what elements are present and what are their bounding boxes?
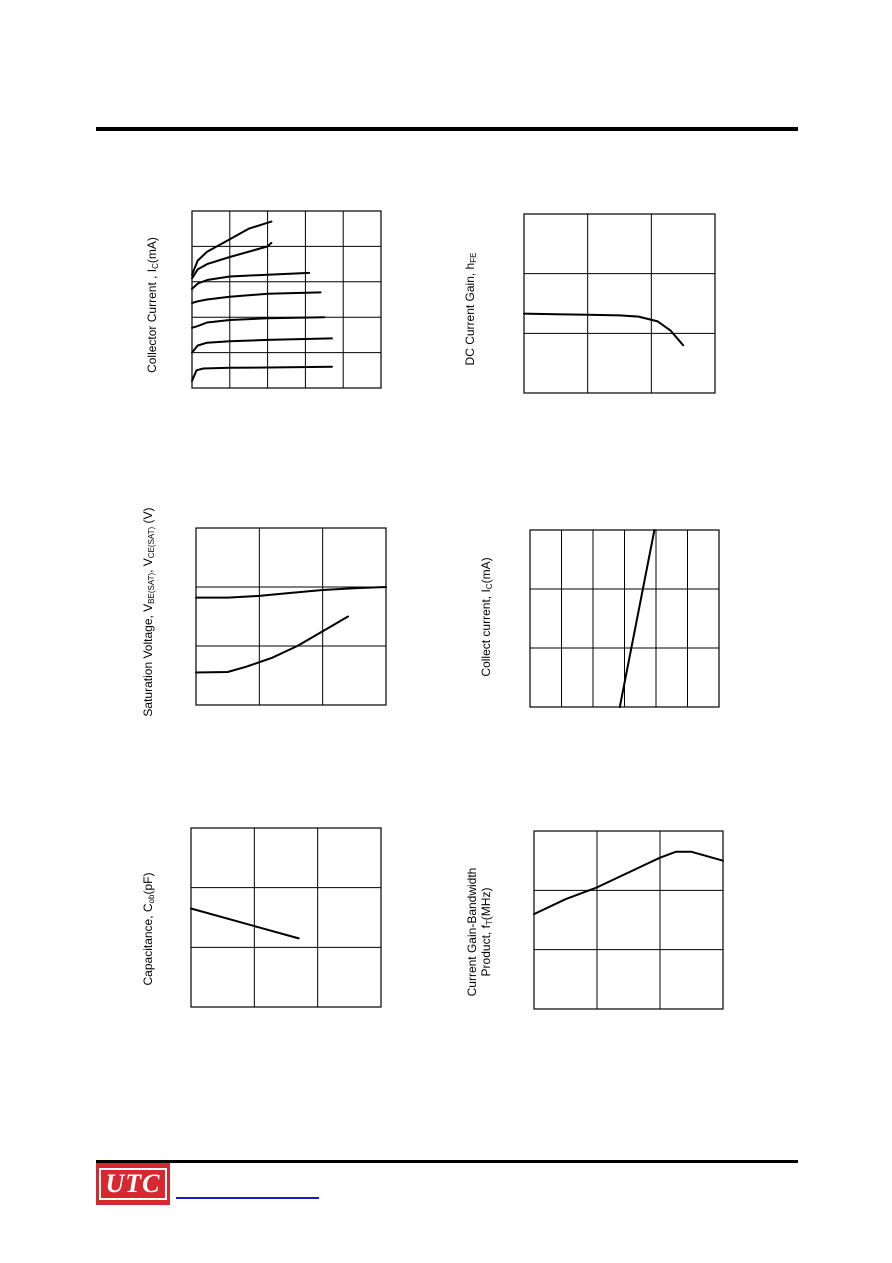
vbe-y-axis-label: Collect current, $I_C(mA)$ (479, 557, 494, 677)
hfe-plot-frame (524, 214, 715, 393)
output-series-4 (192, 292, 321, 303)
ft-y-axis-label: Current Gain-Bandwidth Product, $f_T(MHz)$ (465, 867, 494, 997)
cob-series-1 (191, 909, 299, 939)
output-series-1 (192, 367, 332, 381)
output-series-3 (192, 317, 324, 328)
ft-plot-frame (534, 831, 723, 1009)
hfe-plot (524, 214, 715, 393)
hfe-y-axis-label: DC Current Gain, $h_{FE}$ (463, 252, 478, 366)
sat-plot-frame (196, 528, 386, 705)
output-plot (192, 211, 381, 388)
sat-y-axis-label: Saturation Voltage, $V_{BE(SAT)}$, $V_{CE(SAT)}$ (V) (141, 507, 156, 717)
output-series-5 (192, 273, 309, 289)
footer-link-underline[interactable] (176, 1197, 319, 1199)
utc-logo-text: UTC (99, 1168, 167, 1200)
ft-series-1 (534, 852, 723, 914)
output-y-axis-label: Collector Current , $I_C(mA)$ (145, 237, 160, 373)
sat-plot (196, 528, 386, 705)
cob-plot-frame (191, 828, 381, 1007)
cob-plot (191, 828, 381, 1007)
cob-y-axis-label: Capacitance, $C_{ob}(pF)$ (141, 872, 156, 986)
vbe-plot (530, 530, 719, 707)
hfe-series-1 (524, 314, 683, 346)
footer-rule (96, 1160, 798, 1163)
ft-plot (534, 831, 723, 1009)
output-plot-frame (192, 211, 381, 388)
output-series-2 (192, 338, 332, 352)
output-series-6 (192, 243, 271, 278)
utc-logo (96, 1163, 170, 1205)
sat-series-1 (196, 587, 386, 598)
sat-series-2 (196, 617, 348, 673)
